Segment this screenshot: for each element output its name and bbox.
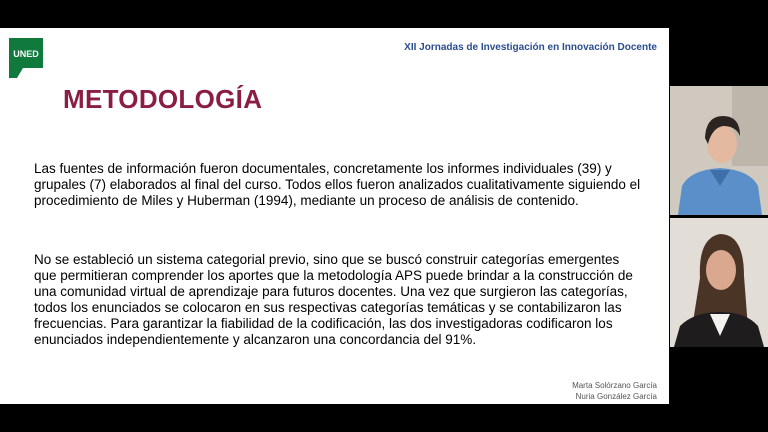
person-silhouette-icon [670, 86, 768, 215]
svg-text:UNED: UNED [13, 49, 39, 59]
author-1: Marta Solórzano García [572, 381, 657, 390]
participant-video-1[interactable] [670, 86, 768, 215]
participant-video-2[interactable] [670, 218, 768, 347]
conference-title: XII Jornadas de Investigación en Innovación Docente [404, 42, 657, 53]
presentation-slide [0, 28, 669, 404]
paragraph-categories: No se estableció un sistema categorial previo, sino que se buscó construir categorías emergentes que permitieran comprender los aportes que la metodología APS puede brindar a la construcción de una comunidad virtual de aprendizaje para futuros docentes. Una vez que surgieron las categorías, todos los enunciados se colocaron en sus respectivas categorías temáticas y se contabilizaron las frecuencias. Para garantizar la fiabilidad de la codificación, las dos investigadoras codificaron los enunciados independientemente y alcanzaron una concordancia del 91%. [34, 252, 633, 347]
authors [572, 380, 657, 402]
uned-logo [9, 38, 43, 78]
person-silhouette-icon [670, 218, 768, 347]
author-2: Nuria González García [575, 392, 657, 401]
paragraph-sources: Las fuentes de información fueron documentales, concretamente los informes individuales (39) y grupales (7) elaborados al final del curso. Todos ellos fueron analizados cualitativamente siguiendo el procedimiento de Miles y Huberman (1994), mediante un proceso de análisis de contenido. [34, 161, 641, 208]
slide-title: METODOLOGÍA [63, 84, 263, 114]
